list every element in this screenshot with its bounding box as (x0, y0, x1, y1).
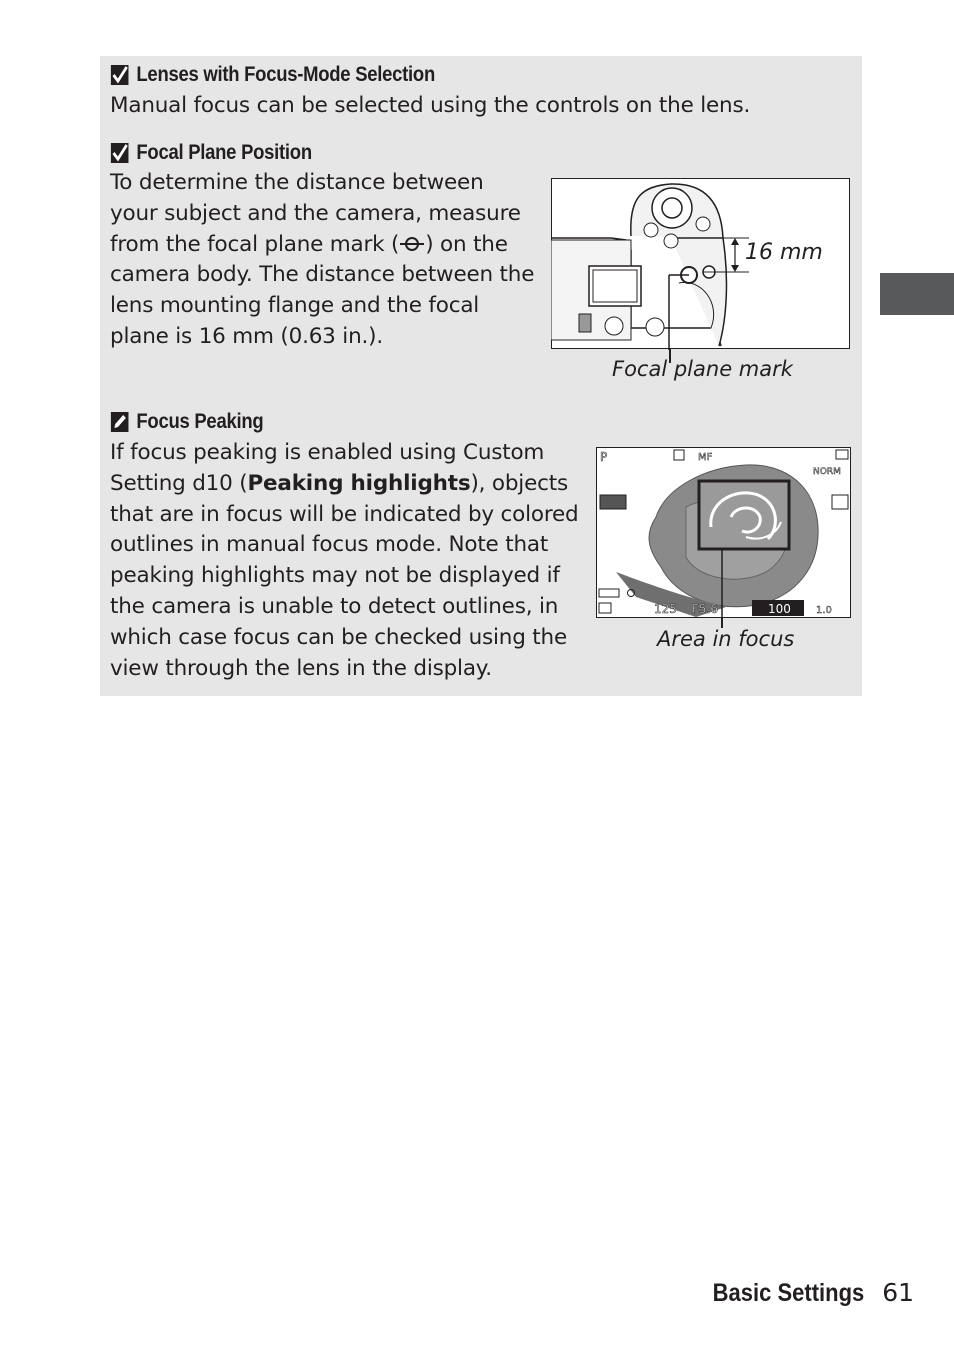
note-title: Focus Peaking (136, 410, 264, 433)
display-focus-mode: MF (698, 452, 713, 463)
measurement-label: 16 mm (745, 240, 823, 265)
display-aperture: F5.6 (692, 602, 718, 616)
note-title: Lenses with Focus-Mode Selection (136, 63, 435, 86)
figure-caption-focal-plane: Focal plane mark (612, 357, 793, 381)
text-line: your subject and the camera, measure (110, 200, 521, 226)
text-line: from the focal plane mark ( ) on the (110, 231, 508, 257)
display-iso: 100 (768, 602, 791, 616)
note-title: Focal Plane Position (136, 141, 312, 164)
section-title: Basic Settings (712, 1279, 865, 1307)
text-line: lens mounting flange and the focal (110, 293, 480, 319)
note-heading-focal-plane (110, 141, 312, 165)
check-icon (110, 142, 129, 164)
text-line: peaking highlights may not be displayed if (110, 563, 560, 589)
text-line: which case focus can be checked using the (110, 624, 567, 650)
display-image-quality: NORM (813, 467, 841, 477)
page-number: 61 (882, 1278, 914, 1307)
display-mode: P (600, 450, 608, 464)
text-line: view through the lens in the display. (110, 655, 492, 681)
note-body-lenses (110, 91, 750, 122)
menu-item-name: Peaking highlights (247, 470, 471, 496)
chapter-tab (880, 273, 954, 315)
note-body-focus-peaking (110, 438, 579, 684)
text-line: Setting d10 (Peaking highlights), objects (110, 470, 568, 496)
text-line: the camera is unable to detect outlines, in (110, 593, 559, 619)
text-line: If focus peaking is enabled using Custom (110, 440, 545, 465)
note-body-focal-plane (110, 168, 534, 353)
display-figure (596, 447, 852, 619)
pencil-icon (110, 411, 129, 433)
page-footer (692, 1278, 914, 1308)
text-line: camera body. The distance between the (110, 262, 535, 288)
check-icon (110, 64, 129, 86)
text-line: outlines in manual focus mode. Note that (110, 532, 549, 558)
note-heading-lenses (110, 63, 435, 87)
display-exposure: 1.0 (816, 605, 832, 616)
text-line: that are in focus will be indicated by colored (110, 501, 579, 527)
focal-plane-mark-icon (399, 235, 425, 253)
figure-caption-focus: Area in focus (657, 627, 795, 651)
text-line: Manual focus can be selected using the controls on the lens. (110, 93, 751, 118)
text-line: To determine the distance between (110, 170, 484, 195)
display-shutter: 125 (654, 602, 677, 616)
text-line: plane is 16 mm (0.63 in.). (110, 323, 383, 349)
note-heading-focus-peaking (110, 410, 263, 434)
